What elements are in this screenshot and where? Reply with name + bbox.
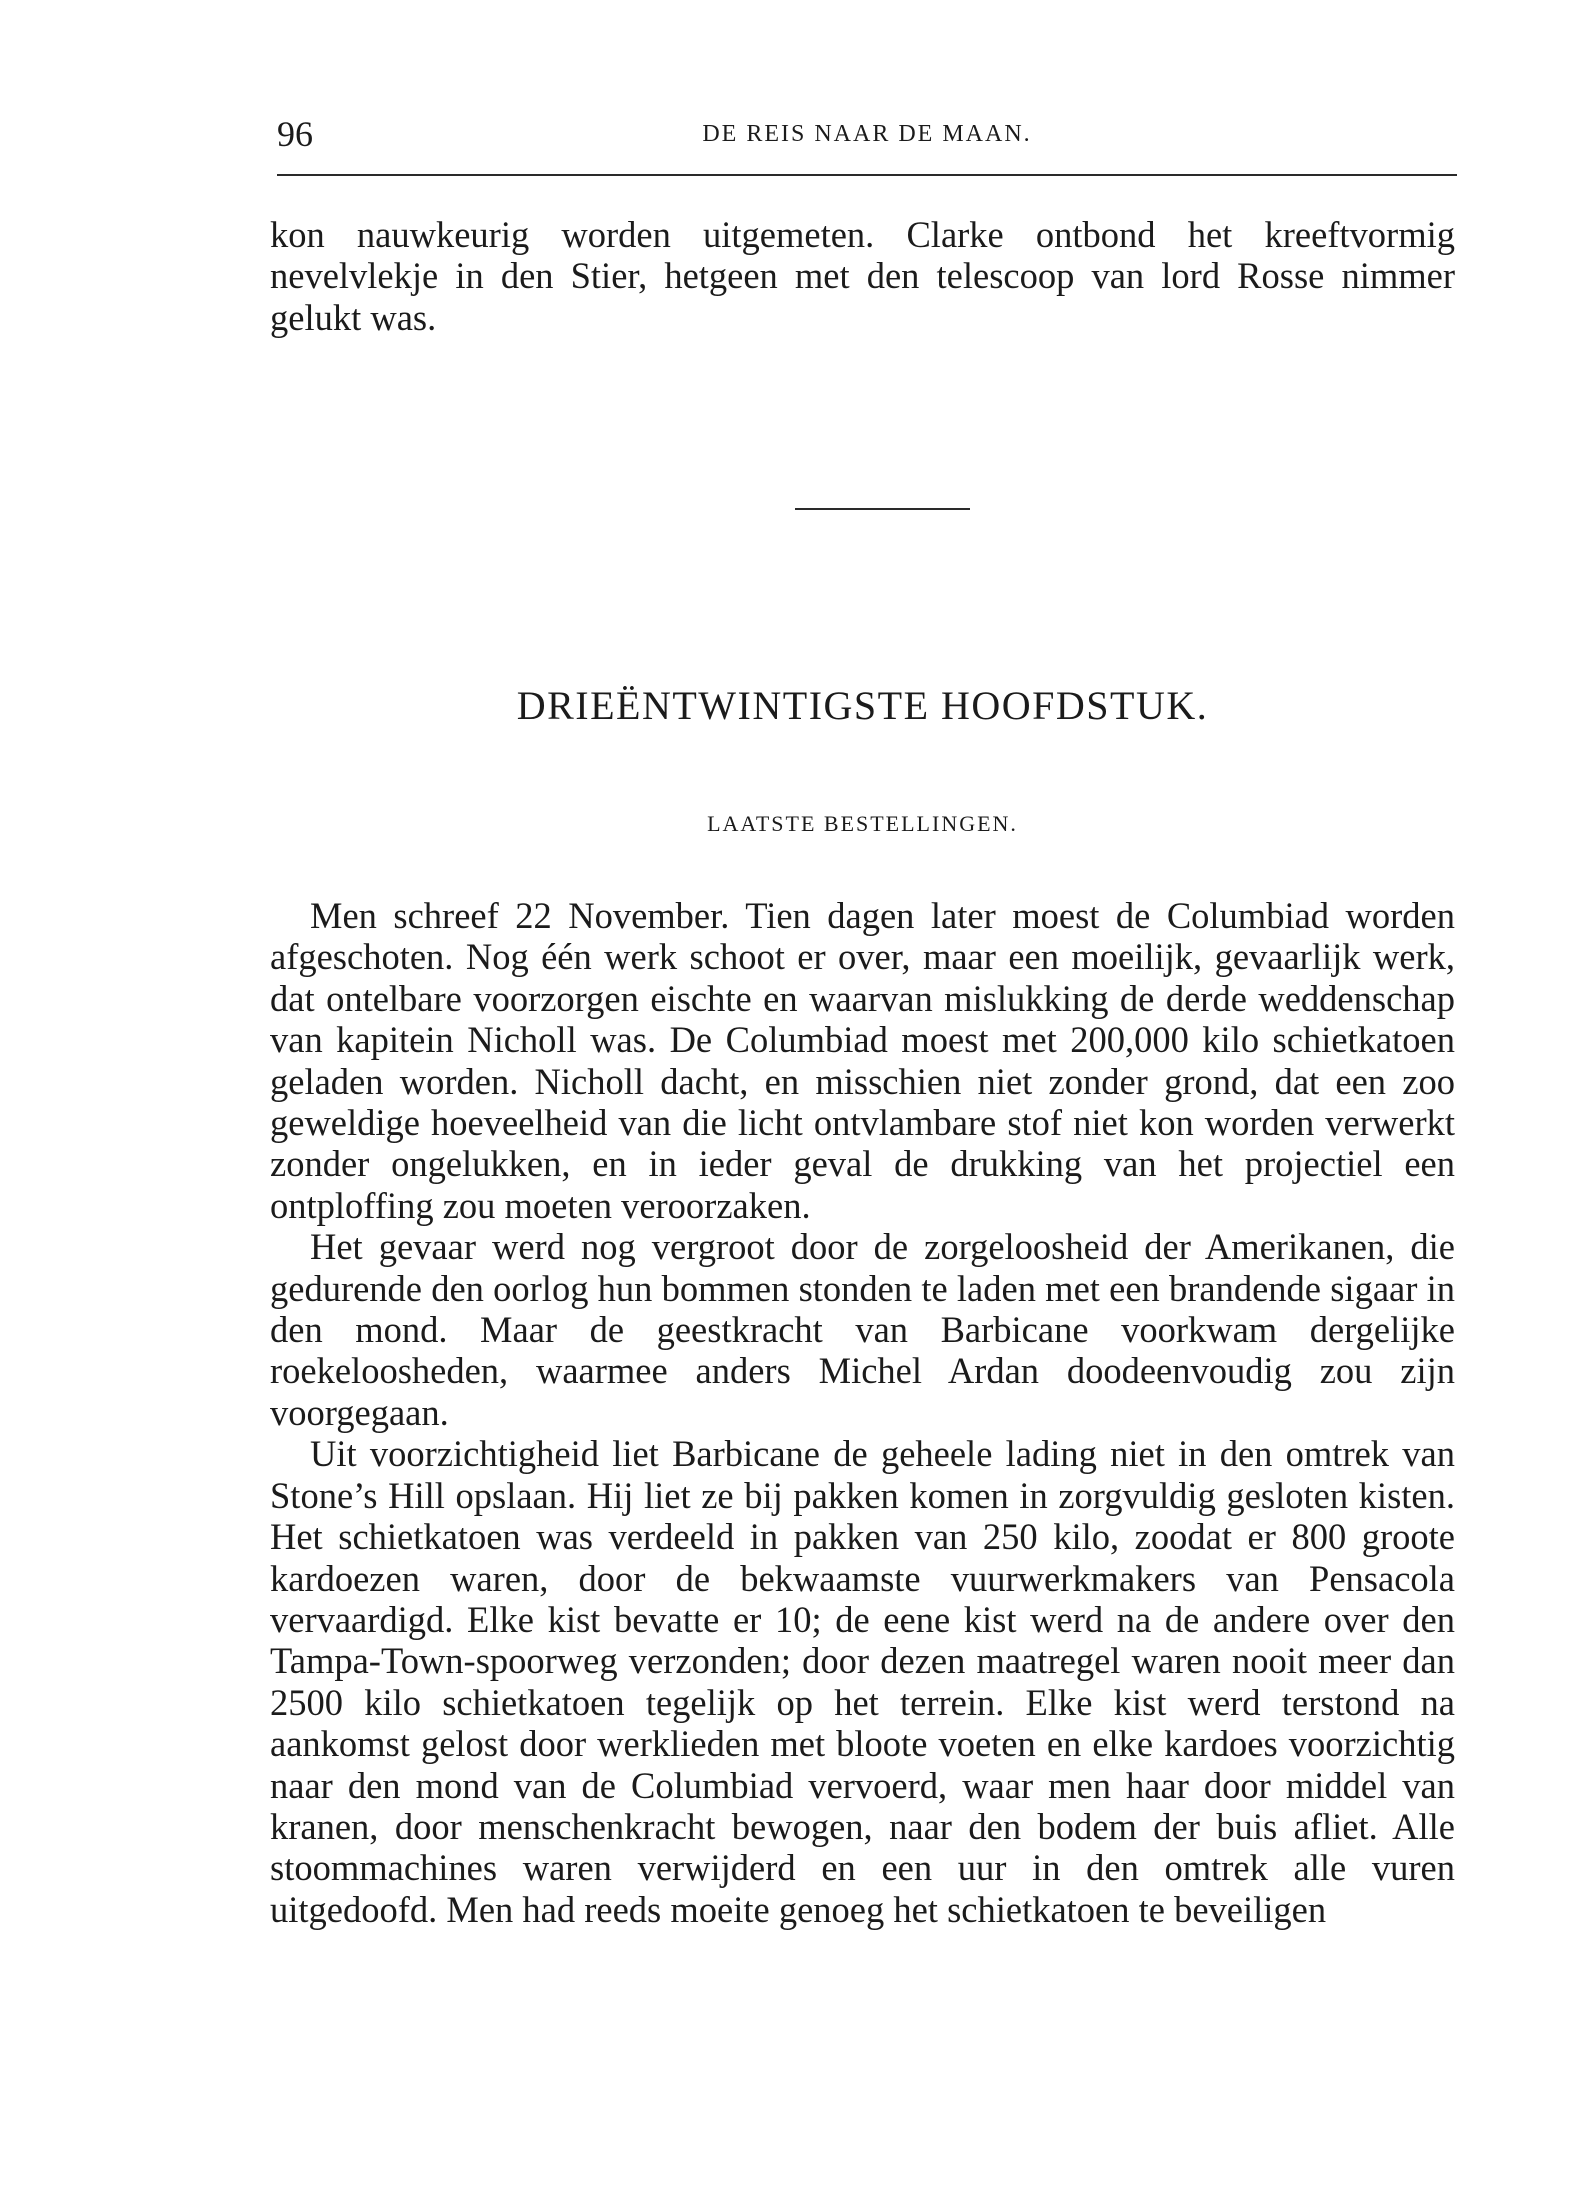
continuation-text: [270, 214, 1455, 338]
header-rule: [277, 174, 1457, 176]
paragraph: Uit voorzichtigheid liet Barbicane de geheele lading niet in den omtrek van Stone’s Hill opslaan. Hij liet ze bij pakken komen in zorgvuldig gesloten kisten. Het schietkatoen was verdeeld in pakken van 250 kilo, zoodat er 800 groote kardoezen waren, door de bekwaamste vuurwerkmakers van Pensacola vervaardigd. Elke kist bevatte er 10; de eene kist werd na de andere over den Tampa-Town-spoorweg verzonden; door dezen maatregel waren nooit meer dan 2500 kilo schietkatoen tegelijk op het terrein. Elke kist werd terstond na aankomst gelost door werklieden met bloote voeten en elke kardoes voorzichtig naar den mond van de Columbiad vervoerd, waar men haar door middel van kranen, door menschenkracht bewogen, naar den bodem der buis afliet. Alle stoommachines waren verwijderd en een uur in den omtrek alle vuren uitgedoofd. Men had reeds moeite genoeg het schietkatoen te beveiligen: [270, 1433, 1455, 1930]
page-number: 96: [277, 114, 313, 154]
chapter-title: DRIEËNTWINTIGSTE HOOFDSTUK.: [516, 683, 1209, 728]
section-divider: [795, 508, 970, 510]
continuation-paragraph: kon nauwkeurig worden uitgemeten. Clarke ontbond het kreeftvormig nevelvlekje in den Stier, hetgeen met den telescoop van lord Rosse nimmer gelukt was.: [270, 214, 1455, 338]
running-head: [277, 112, 1457, 156]
chapter-body: [270, 895, 1455, 1930]
paragraph: Het gevaar werd nog vergroot door de zorgeloosheid der Amerikanen, die gedurende den oorlog hun bommen stonden te laden met een brandende sigaar in den mond. Maar de geestkracht van Barbicane voorkwam dergelijke roekeloosheden, waarmee anders Michel Ardan doodeenvoudig zou zijn voorgegaan.: [270, 1226, 1455, 1433]
chapter-subtitle: LAATSTE BESTELLINGEN.: [707, 811, 1018, 836]
paragraph: Men schreef 22 November. Tien dagen later moest de Columbiad worden afgeschoten. Nog één werk schoot er over, maar een moeilijk, gevaarlijk werk, dat ontelbare voorzorgen eischte en waarvan mislukking de derde weddenschap van kapitein Nicholl was. De Columbiad moest met 200,000 kilo schietkatoen geladen worden. Nicholl dacht, en misschien niet zonder grond, dat een zoo geweldige hoeveelheid van die licht ontvlambare stof niet kon worden verwerkt zonder ongelukken, en in ieder geval de drukking van het projectiel een ontploffing zou moeten veroorzaken.: [270, 895, 1455, 1226]
running-title: DE REIS NAAR DE MAAN.: [702, 121, 1032, 147]
